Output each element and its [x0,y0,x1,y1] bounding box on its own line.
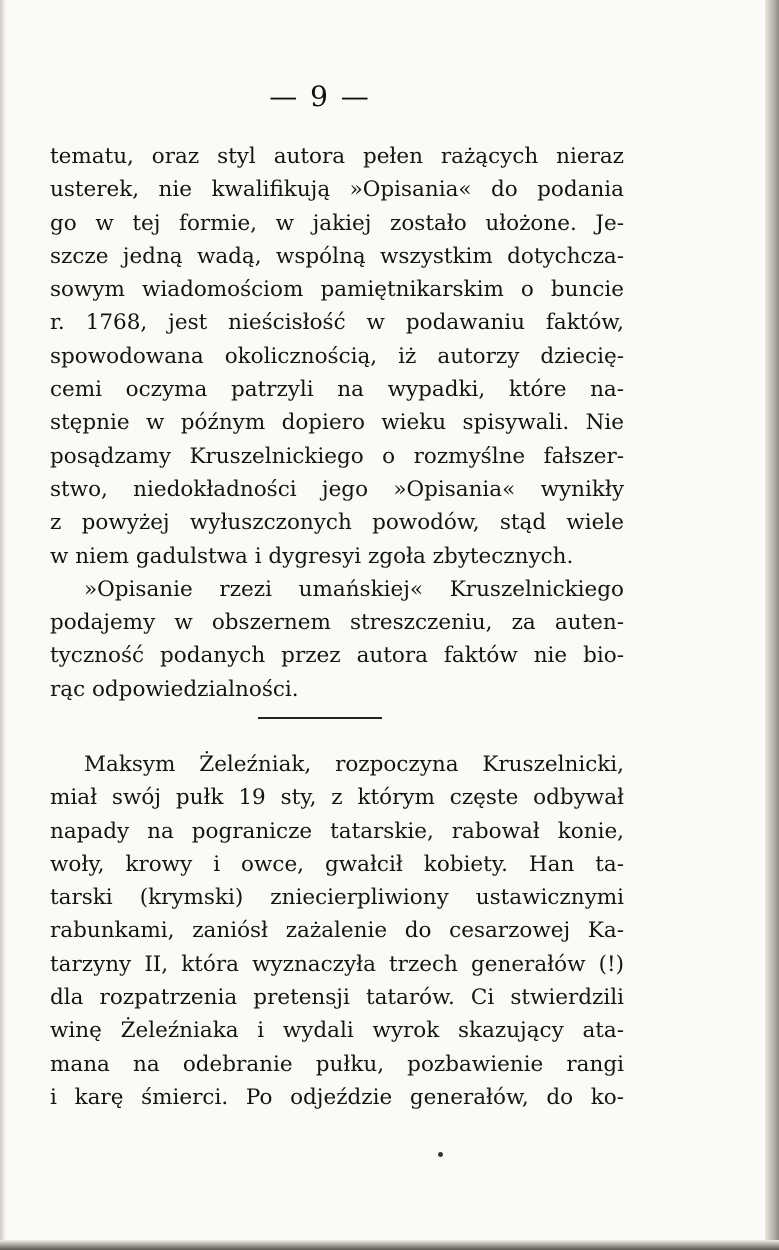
text-line: usterek, nie kwalifikują »Opisania« do podania [50,177,624,203]
page-number: — 9 — [269,80,371,113]
text-line: sowym wiadomościom pamiętnikarskim o buncie [50,277,624,303]
page-right-edge-shadow [765,0,779,1250]
paragraph-summary-note [50,573,624,706]
text-block-lower [50,748,624,1114]
text-line: rabunkami, zaniósł zażalenie do cesarzowej Ka- [50,918,624,944]
text-line: dla rozpatrzenia pretensji tatarów. Ci stwierdzili [50,985,624,1011]
text-line: r. 1768, jest nieścisłość w podawaniu faktów, [50,310,624,336]
text-line: tarzyny II, która wyznaczyła trzech generałów (!) [50,951,624,977]
print-speck [438,1152,443,1157]
page-bottom-edge-shadow [0,1240,779,1250]
paragraph-zelezniak-account [50,748,624,1114]
page-left-edge-shadow [0,0,6,1250]
text-line: napady na pogranicze tatarskie, rabował konie, [50,818,624,844]
text-line: podajemy w obszernem streszczeniu, za auten- [50,610,624,636]
text-line: stwo, niedokładności jego »Opisania« wynikły [50,476,624,502]
text-line: woły, krowy i owce, gwałcił kobiety. Han ta- [50,851,624,877]
text-line: go w tej formie, w jakiej zostało ułożone. Je- [50,210,624,236]
text-line: »Opisanie rzezi umańskiej« Kruszelnickiego [84,576,624,602]
text-line: spowodowana okolicznością, iż autorzy dziecię- [50,343,624,369]
section-divider [258,717,382,719]
text-line: z powyżej wyłuszczonych powodów, stąd wiele [50,510,624,536]
text-line: mana na odebranie pułku, pozbawienie rangi [50,1051,624,1077]
text-line: tematu, oraz styl autora pełen rażących nieraz [50,144,624,169]
text-line: stępnie w późnym dopiero wieku spisywali. Nie [50,410,624,436]
text-line: winę Żeleźniaka i wydali wyrok skazujący ata- [50,1018,624,1044]
text-line: Maksym Żeleźniak, rozpoczyna Kruszelnicki, [84,752,624,777]
text-line: rąc odpowiedzialności. [50,676,299,702]
text-line: szcze jedną wadą, wspólną wszystkim dotychcza- [50,243,624,269]
text-line: tarski (krymski) zniecierpliwiony ustawicznymi [50,885,624,911]
paragraph-intro-critique [50,140,624,573]
text-block-upper [50,140,624,706]
text-line: posądzamy Kruszelnickiego o rozmyślne fałszer- [50,443,624,469]
text-line: tyczność podanych przez autora faktów nie bio- [50,643,624,669]
text-line: i karę śmierci. Po odjeździe generałów, do ko- [50,1084,624,1110]
text-line: w niem gadulstwa i dygresyi zgoła zbytecznych. [50,543,574,569]
text-line: miał swój pułk 19 sty, z którym częste odbywał [50,785,624,811]
text-line: cemi oczyma patrzyli na wypadki, które na- [50,377,624,403]
